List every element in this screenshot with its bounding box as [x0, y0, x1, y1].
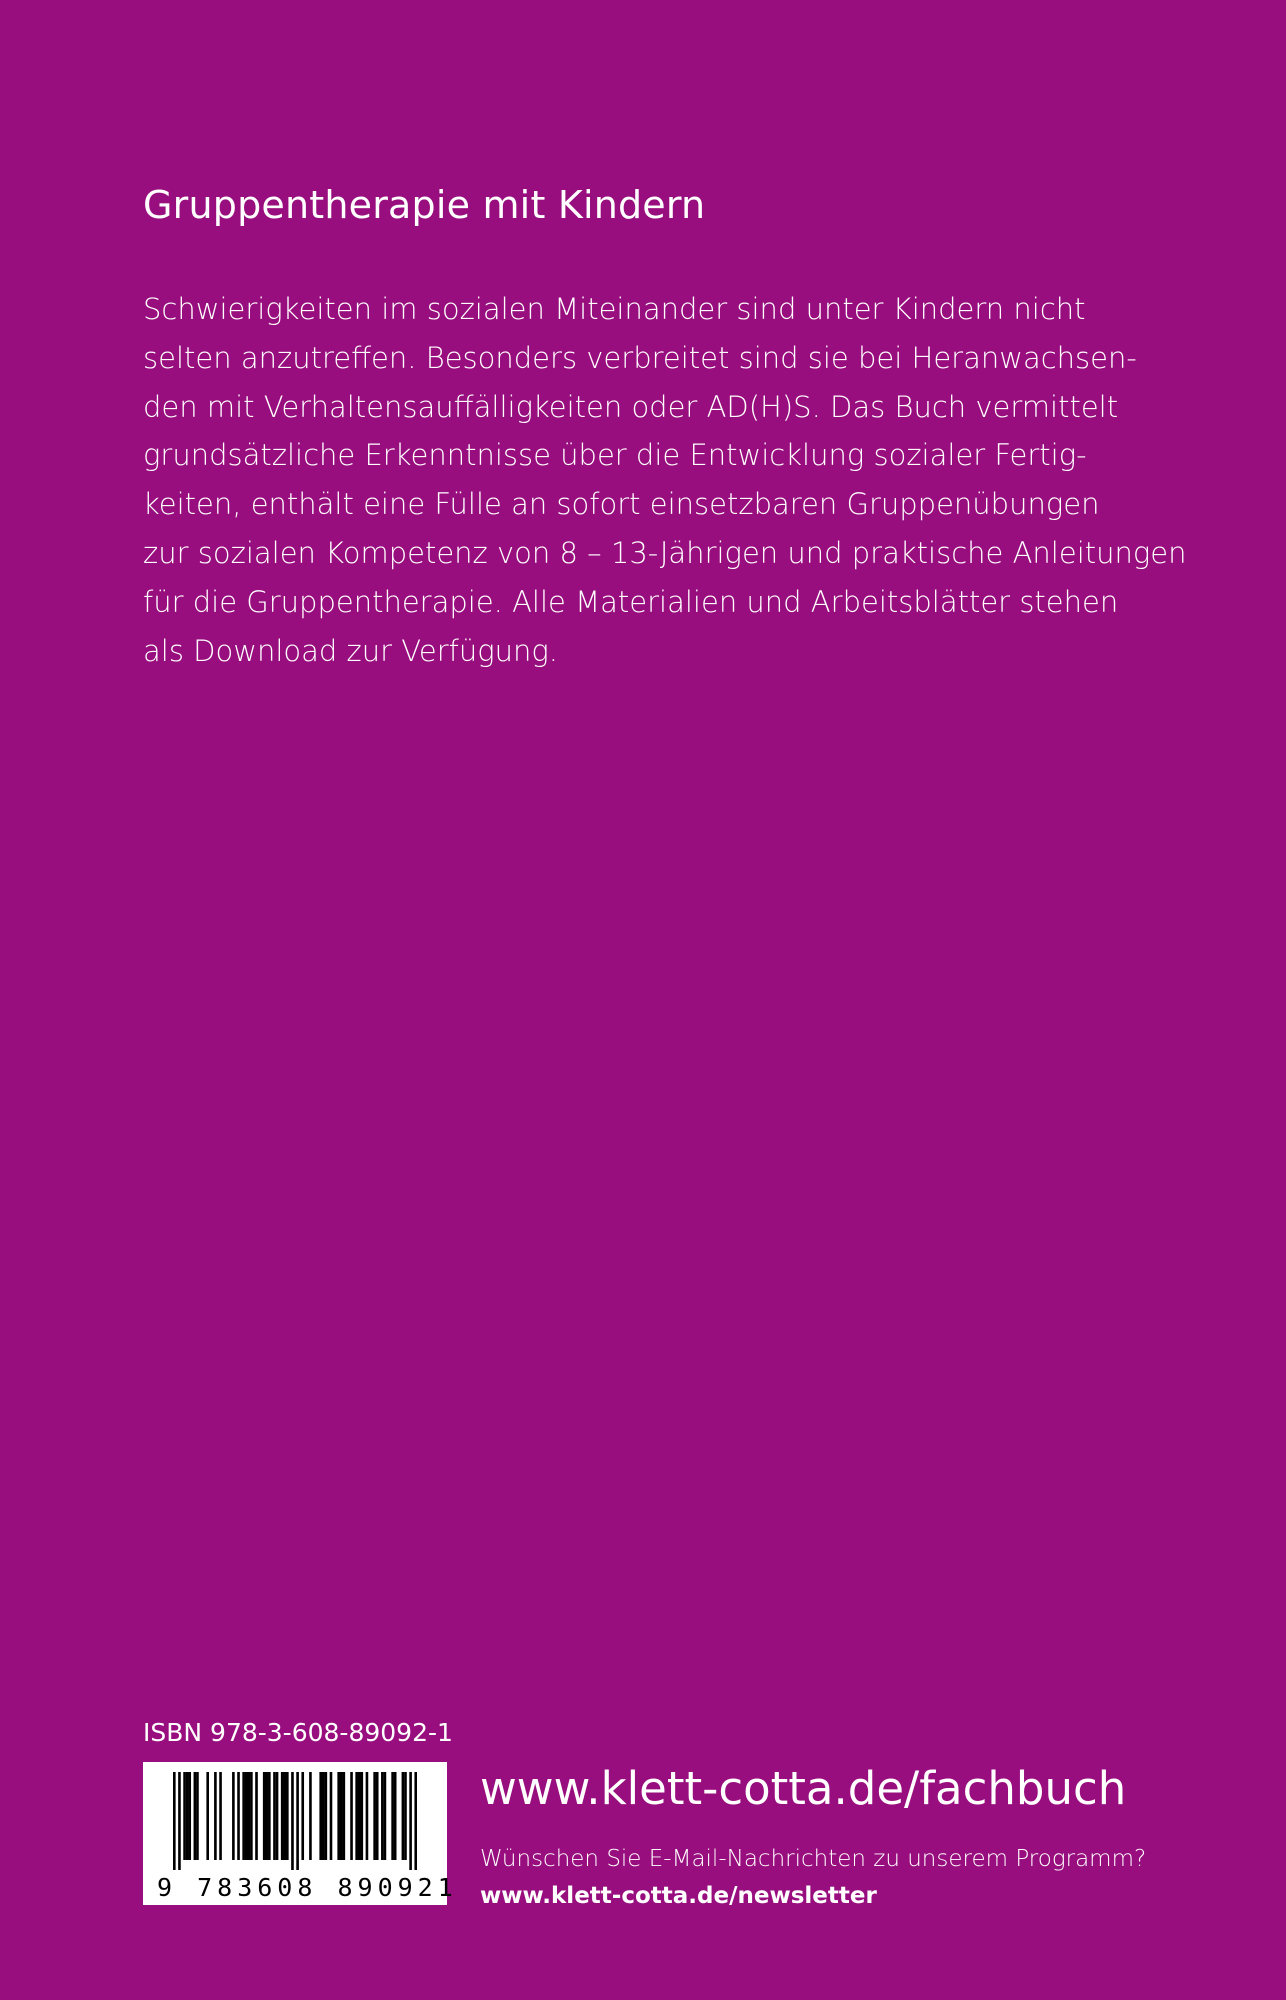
barcode-digits: 9 783608 890921	[157, 1873, 458, 1902]
barcode-bar	[196, 1772, 199, 1860]
barcode-bar	[301, 1772, 304, 1860]
barcode	[143, 1762, 458, 1905]
barcode-bar	[404, 1772, 407, 1860]
barcode-bar	[247, 1772, 250, 1860]
publisher-website-link[interactable]: www.klett-cotta.de/fachbuch	[480, 1762, 1127, 1815]
barcode-bar	[296, 1772, 299, 1870]
barcode-bars	[173, 1772, 417, 1870]
barcode-bar	[183, 1772, 186, 1860]
description-line: selten anzutreffen. Besonders verbreitet sind sie bei Heranwachsen-	[143, 340, 1137, 375]
barcode-bar	[188, 1772, 191, 1860]
description-line: als Download zur Verfügung.	[143, 633, 558, 668]
barcode-bar	[309, 1772, 312, 1860]
barcode-bar	[206, 1772, 209, 1860]
barcode-bar	[273, 1772, 276, 1860]
barcode-bar	[265, 1772, 268, 1860]
barcode-bar	[281, 1772, 284, 1860]
barcode-bar	[186, 1772, 189, 1860]
barcode-bar	[242, 1772, 245, 1860]
barcode-bar	[250, 1772, 253, 1860]
barcode-bar	[330, 1772, 333, 1860]
newsletter-link[interactable]: www.klett-cotta.de/newsletter	[480, 1883, 877, 1909]
book-title: Gruppentherapie mit Kindern	[143, 183, 706, 227]
barcode-bar	[391, 1772, 394, 1860]
barcode-bar	[283, 1772, 286, 1860]
barcode-bar	[414, 1772, 417, 1870]
newsletter-question: Wünschen Sie E-Mail-Nachrichten zu unserem Programm?	[480, 1846, 1147, 1872]
barcode-bar	[276, 1772, 279, 1860]
barcode-bar	[402, 1772, 405, 1860]
barcode-bar	[194, 1772, 197, 1860]
barcode-bar	[319, 1772, 322, 1860]
barcode-bar	[384, 1772, 387, 1860]
barcode-bar	[409, 1772, 412, 1870]
barcode-bar	[268, 1772, 271, 1860]
barcode-bar	[343, 1772, 346, 1860]
barcode-bar	[286, 1772, 289, 1860]
barcode-bar	[373, 1772, 376, 1860]
barcode-bar	[263, 1772, 266, 1860]
barcode-bar	[173, 1772, 176, 1870]
barcode-bar	[360, 1772, 363, 1860]
barcode-bar	[340, 1772, 343, 1860]
barcode-bar	[178, 1772, 181, 1870]
barcode-bar	[376, 1772, 379, 1860]
description-line: keiten, enthält eine Fülle an sofort einsetzbaren Gruppenübungen	[143, 487, 1100, 522]
description-line: zur sozialen Kompetenz von 8 – 13-Jährigen und praktische Anleitungen	[143, 535, 1187, 570]
barcode-bar	[394, 1772, 397, 1860]
barcode-bar	[232, 1772, 235, 1860]
barcode-bar	[255, 1772, 258, 1860]
barcode-bar	[291, 1772, 294, 1870]
barcode-bar	[322, 1772, 325, 1860]
barcode-bar	[219, 1772, 222, 1860]
barcode-bar	[381, 1772, 384, 1860]
barcode-bar	[237, 1772, 240, 1860]
barcode-bar	[355, 1772, 358, 1860]
barcode-bar	[325, 1772, 328, 1860]
barcode-bar	[358, 1772, 361, 1860]
description-line: grundsätzliche Erkenntnisse über die Entwicklung sozialer Fertig-	[143, 438, 1087, 473]
barcode-bar	[214, 1772, 217, 1860]
barcode-bar	[245, 1772, 248, 1860]
barcode-bar	[366, 1772, 369, 1860]
isbn-number: ISBN 978-3-608-89092-1	[143, 1718, 453, 1747]
book-description	[143, 285, 1223, 675]
description-line: für die Gruppentherapie. Alle Materialien und Arbeitsblätter stehen	[143, 584, 1119, 619]
description-line: Schwierigkeiten im sozialen Miteinander sind unter Kindern nicht	[143, 292, 1086, 326]
barcode-bar	[337, 1772, 340, 1860]
description-line: den mit Verhaltensauffälligkeiten oder AD(H)S. Das Buch vermittelt	[143, 389, 1119, 424]
barcode-bar	[350, 1772, 353, 1860]
